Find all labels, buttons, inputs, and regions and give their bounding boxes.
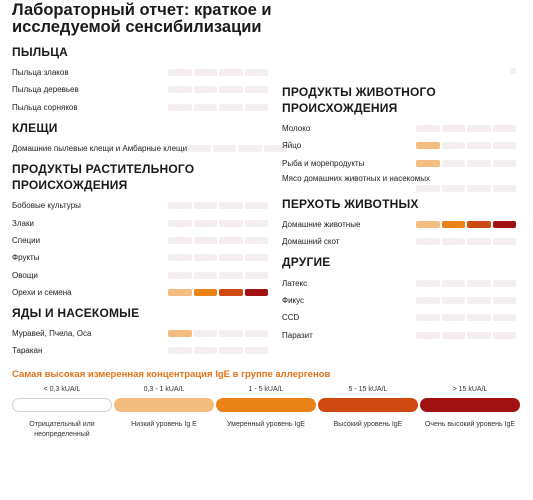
legend-item [216,384,316,440]
legend-item [420,384,520,440]
level-bar [245,69,269,76]
level-bar [194,330,218,337]
allergen-row [282,216,516,233]
allergen-label: Специи [12,235,41,245]
level-bar [194,272,218,279]
decorative-marker [510,68,516,74]
level-bar [245,347,269,354]
allergen-row [12,325,268,342]
level-bar [467,238,491,245]
level-bar [442,125,466,132]
allergen-row [12,232,268,249]
allergen-row [12,249,268,266]
level-bar [194,202,218,209]
level-bar [245,104,269,111]
level-bar [219,202,243,209]
right-column [282,84,516,344]
level-bar [493,160,517,167]
allergen-row [282,274,516,291]
level-bar [442,297,466,304]
allergen-row [12,81,268,98]
level-bar [493,125,517,132]
allergen-label: Домашние пылевые клещи и Амбарные клещи [12,144,188,154]
allergen-label: Пыльца злаков [12,68,69,78]
level-bars [416,332,516,339]
allergen-row [282,233,516,250]
report-title-line2: исследуемой сенсибилизации [12,18,262,36]
allergen-label: Орехи и семена [12,287,72,297]
allergen-label: Злаки [12,218,34,228]
level-bars [168,254,268,261]
section-heading [282,84,516,116]
legend-swatch [318,398,418,412]
level-bar [168,202,192,209]
level-bars [168,330,268,337]
allergen-row [12,266,268,283]
section-heading: КЛЕЩИ [12,120,58,135]
level-bar [442,280,466,287]
allergen-label: Бобовые культуры [12,201,81,211]
level-bar [416,297,440,304]
legend-swatch [420,398,520,412]
level-bar [467,314,491,321]
level-bar [245,289,269,296]
level-bar [467,332,491,339]
allergen-row [12,140,268,157]
level-bars [416,185,516,192]
legend-swatch [114,398,214,412]
level-bar [416,332,440,339]
level-bar [168,347,192,354]
section-items [12,325,268,360]
level-bar [416,238,440,245]
level-bar [416,280,440,287]
level-bar [245,330,269,337]
legend-description: Низкий уровень Ig E [131,421,197,428]
level-bar [493,221,517,228]
legend-range: < 0,3 kUA/L [43,386,81,393]
allergen-row [12,214,268,231]
legend [12,384,520,440]
allergen-row [12,197,268,214]
legend-range: 1 - 5 kUA/L [248,386,284,393]
allergen-label: Пыльца сорняков [12,102,78,112]
allergen-row [282,137,516,154]
level-bar [168,237,192,244]
level-bar [168,254,192,261]
level-bar [493,332,517,339]
section-items [282,120,516,192]
level-bar [219,237,243,244]
level-bar [168,289,192,296]
level-bar [168,330,192,337]
level-bar [194,289,218,296]
section-heading-line1: ПРОДУКТЫ РАСТИТЕЛЬНОГО [12,162,195,177]
level-bar [442,185,466,192]
level-bar [219,86,243,93]
level-bar [416,221,440,228]
section-items [282,216,516,251]
allergen-label: Домашние животные [282,220,361,230]
allergen-label: Домашний скот [282,237,340,247]
legend-item [12,384,112,440]
level-bar [194,86,218,93]
allergen-row [12,284,268,301]
level-bar [168,104,192,111]
level-bars [168,86,268,93]
level-bar [219,69,243,76]
level-bar [416,160,440,167]
level-bar [219,347,243,354]
level-bars [416,221,516,228]
legend-title: Самая высокая измеренная концентрация IgE в группе аллергенов [12,369,331,380]
level-bar [219,289,243,296]
level-bar [194,347,218,354]
level-bars [416,297,516,304]
level-bar [168,272,192,279]
report-title [12,2,282,38]
level-bar [168,86,192,93]
level-bar [442,221,466,228]
level-bar [187,145,211,152]
level-bar [416,142,440,149]
level-bar [219,254,243,261]
level-bar [219,330,243,337]
section-heading: ДРУГИЕ [282,255,331,270]
allergen-row [12,64,268,81]
level-bars [168,272,268,279]
section-items [12,197,268,301]
level-bar [194,220,218,227]
level-bars [416,314,516,321]
level-bar [493,238,517,245]
level-bar [467,142,491,149]
level-bars [168,289,268,296]
level-bar [219,220,243,227]
allergen-label: Рыба и морепродукты [282,158,365,168]
level-bar [416,314,440,321]
allergen-label: Пыльца деревьев [12,85,79,95]
level-bar [245,272,269,279]
level-bar [219,104,243,111]
level-bars [416,125,516,132]
legend-item [114,384,214,440]
section-heading-line2: ПРОИСХОЖДЕНИЯ [12,178,128,193]
allergen-label: Овощи [12,270,38,280]
level-bar [493,142,517,149]
level-bar [467,297,491,304]
level-bar [213,145,237,152]
allergen-label: CCD [282,313,300,323]
allergen-label: Таракан [12,346,43,356]
level-bar [245,254,269,261]
level-bar [194,237,218,244]
level-bars [187,145,287,152]
level-bars [416,160,516,167]
allergen-row [282,120,516,137]
level-bar [245,86,269,93]
section-heading-line2: ПРОИСХОЖДЕНИЯ [282,101,398,115]
allergen-row [12,99,268,116]
level-bar [442,142,466,149]
level-bar [194,104,218,111]
section-heading: ПЫЛЬЦА [12,45,69,59]
section-heading: ЯДЫ И НАСЕКОМЫЕ [12,305,140,320]
legend-description: Умеренный уровень IgE [227,421,305,428]
level-bar [238,145,262,152]
allergen-row [282,172,516,192]
level-bar [467,125,491,132]
level-bars [168,220,268,227]
level-bar [194,254,218,261]
allergen-row [12,342,268,359]
report-title-line1: Лабораторный отчет: краткое и [12,1,272,19]
legend-item [318,384,418,440]
level-bar [416,185,440,192]
section-heading-line1: ПРОДУКТЫ ЖИВОТНОГО [282,85,436,99]
allergen-label: Фрукты [12,253,40,263]
allergen-row [282,155,516,172]
level-bar [493,280,517,287]
legend-range: 5 - 15 kUA/L [348,386,388,393]
level-bar [245,237,269,244]
legend-range: > 15 kUA/L [452,386,488,393]
level-bar [442,160,466,167]
level-bars [168,347,268,354]
allergen-row [282,292,516,309]
section-items [12,64,268,116]
level-bar [168,69,192,76]
level-bar [493,297,517,304]
level-bar [245,220,269,227]
level-bar [416,125,440,132]
allergen-row [282,326,516,343]
level-bar [493,185,517,192]
level-bar [442,314,466,321]
level-bar [493,314,517,321]
section-items [282,274,516,343]
level-bar [442,238,466,245]
legend-swatch [216,398,316,412]
allergen-label: Яйцо [282,141,302,151]
level-bar [467,221,491,228]
level-bars [416,142,516,149]
level-bar [467,280,491,287]
level-bars [168,104,268,111]
level-bar [219,272,243,279]
allergen-label: Паразит [282,330,313,340]
level-bars [168,237,268,244]
level-bar [467,185,491,192]
section-items [12,140,268,157]
level-bar [467,160,491,167]
level-bars [416,238,516,245]
allergen-label: Латекс [282,278,308,288]
allergen-label: Муравей, Пчела, Оса [12,329,92,339]
allergen-row [282,309,516,326]
allergen-label: Молоко [282,124,311,134]
legend-description: Очень высокий уровень IgE [424,421,516,428]
level-bars [168,69,268,76]
allergen-label: Мясо домашних животных и насекомых [282,173,430,183]
legend-range: 0,3 - 1 kUA/L [143,386,185,393]
allergen-label: Фикус [282,295,305,305]
level-bars [416,280,516,287]
legend-description: Отрицательный или неопределенный [29,421,95,438]
level-bars [168,202,268,209]
level-bar [245,202,269,209]
level-bar [442,332,466,339]
legend-description: Высокий уровень IgE [333,421,403,428]
level-bar [168,220,192,227]
level-bar [194,69,218,76]
section-heading [12,161,268,193]
section-heading: ПЕРХОТЬ ЖИВОТНЫХ [282,196,419,211]
left-column [12,44,268,360]
legend-swatch [12,398,112,412]
